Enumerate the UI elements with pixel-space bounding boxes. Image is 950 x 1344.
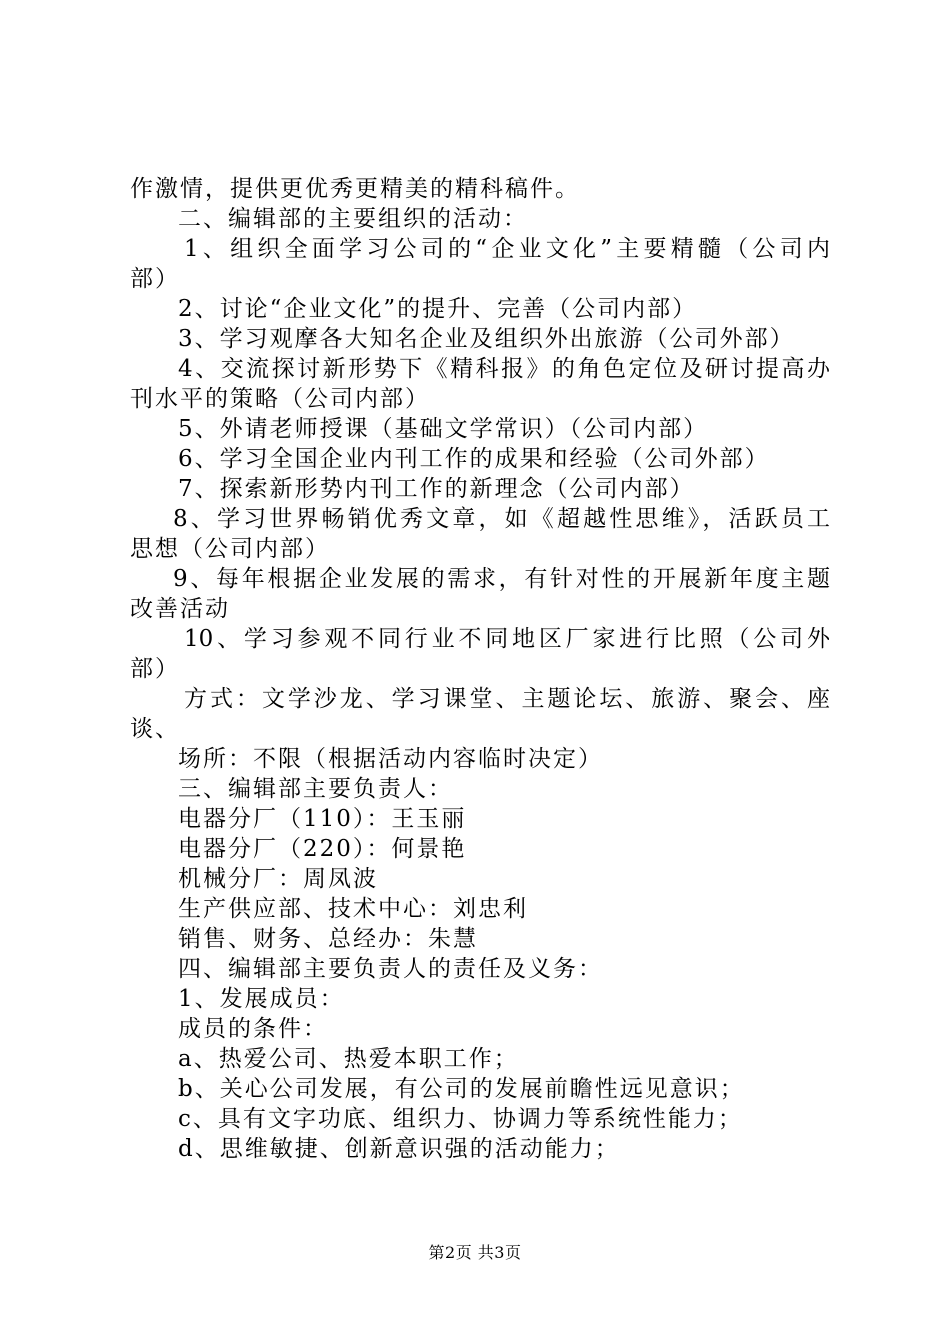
text-line: 1、组织全面学习公司的“企业文化”主要精髓（公司内 [184, 236, 830, 262]
text-line: 6、学习全国企业内刊工作的成果和经验（公司外部） [178, 446, 770, 472]
text-line: d、思维敏捷、创新意识强的活动能力； [178, 1136, 620, 1162]
text-line: 5、外请老师授课（基础文学常识）（公司内部） [178, 416, 709, 442]
text-line: 10、学习参观不同行业不同地区厂家进行比照（公司外 [184, 626, 830, 652]
text-line: 电器分厂（220）：何景艳 [178, 836, 467, 862]
text-line: 9、每年根据企业发展的需求，有针对性的开展新年度主题 [173, 566, 830, 592]
text-line: a、热爱公司、热爱本职工作； [178, 1046, 519, 1072]
document-body [130, 174, 830, 1164]
text-line: 7、探索新形势内刊工作的新理念（公司内部） [178, 476, 695, 502]
text-line: b、关心公司发展，有公司的发展前瞻性远见意识； [178, 1076, 745, 1102]
text-line: 方式：文学沙龙、学习课堂、主题论坛、旅游、聚会、座 [184, 686, 830, 712]
text-line: c、具有文字功底、组织力、协调力等系统性能力； [178, 1106, 743, 1132]
text-line: 生产供应部、技术中心：刘忠利 [178, 896, 528, 922]
text-line: 部） [130, 656, 180, 682]
text-line: 3、学习观摩各大知名企业及组织外出旅游（公司外部） [178, 326, 795, 352]
text-line: 改善活动 [130, 596, 230, 622]
text-line: 电器分厂（110）：王玉丽 [178, 806, 467, 832]
text-line: 2、讨论“企业文化”的提升、完善（公司内部） [178, 296, 698, 322]
text-line: 机械分厂：周凤波 [178, 866, 378, 892]
text-line: 场所：不限（根据活动内容临时决定） [178, 746, 603, 772]
text-line: 谈、 [130, 716, 180, 742]
text-line: 四、编辑部主要负责人的责任及义务： [178, 956, 603, 982]
text-line: 1、发展成员： [178, 986, 345, 1012]
text-line: 4、交流探讨新形势下《精科报》的角色定位及研讨提高办 [178, 356, 830, 382]
text-line: 8、学习世界畅销优秀文章，如《超越性思维》，活跃员工 [173, 506, 830, 532]
text-line: 部） [130, 266, 180, 292]
text-line: 刊水平的策略（公司内部） [130, 386, 430, 412]
text-line: 三、编辑部主要负责人： [178, 776, 453, 802]
text-line: 二、编辑部的主要组织的活动： [178, 206, 528, 232]
text-line: 成员的条件： [178, 1016, 328, 1042]
text-line: 思想（公司内部） [130, 536, 330, 562]
text-line: 作激情，提供更优秀更精美的精科稿件。 [130, 176, 580, 202]
page-footer: 第2页 共3页 [428, 1243, 522, 1262]
text-line: 销售、财务、总经办：朱慧 [178, 926, 478, 952]
